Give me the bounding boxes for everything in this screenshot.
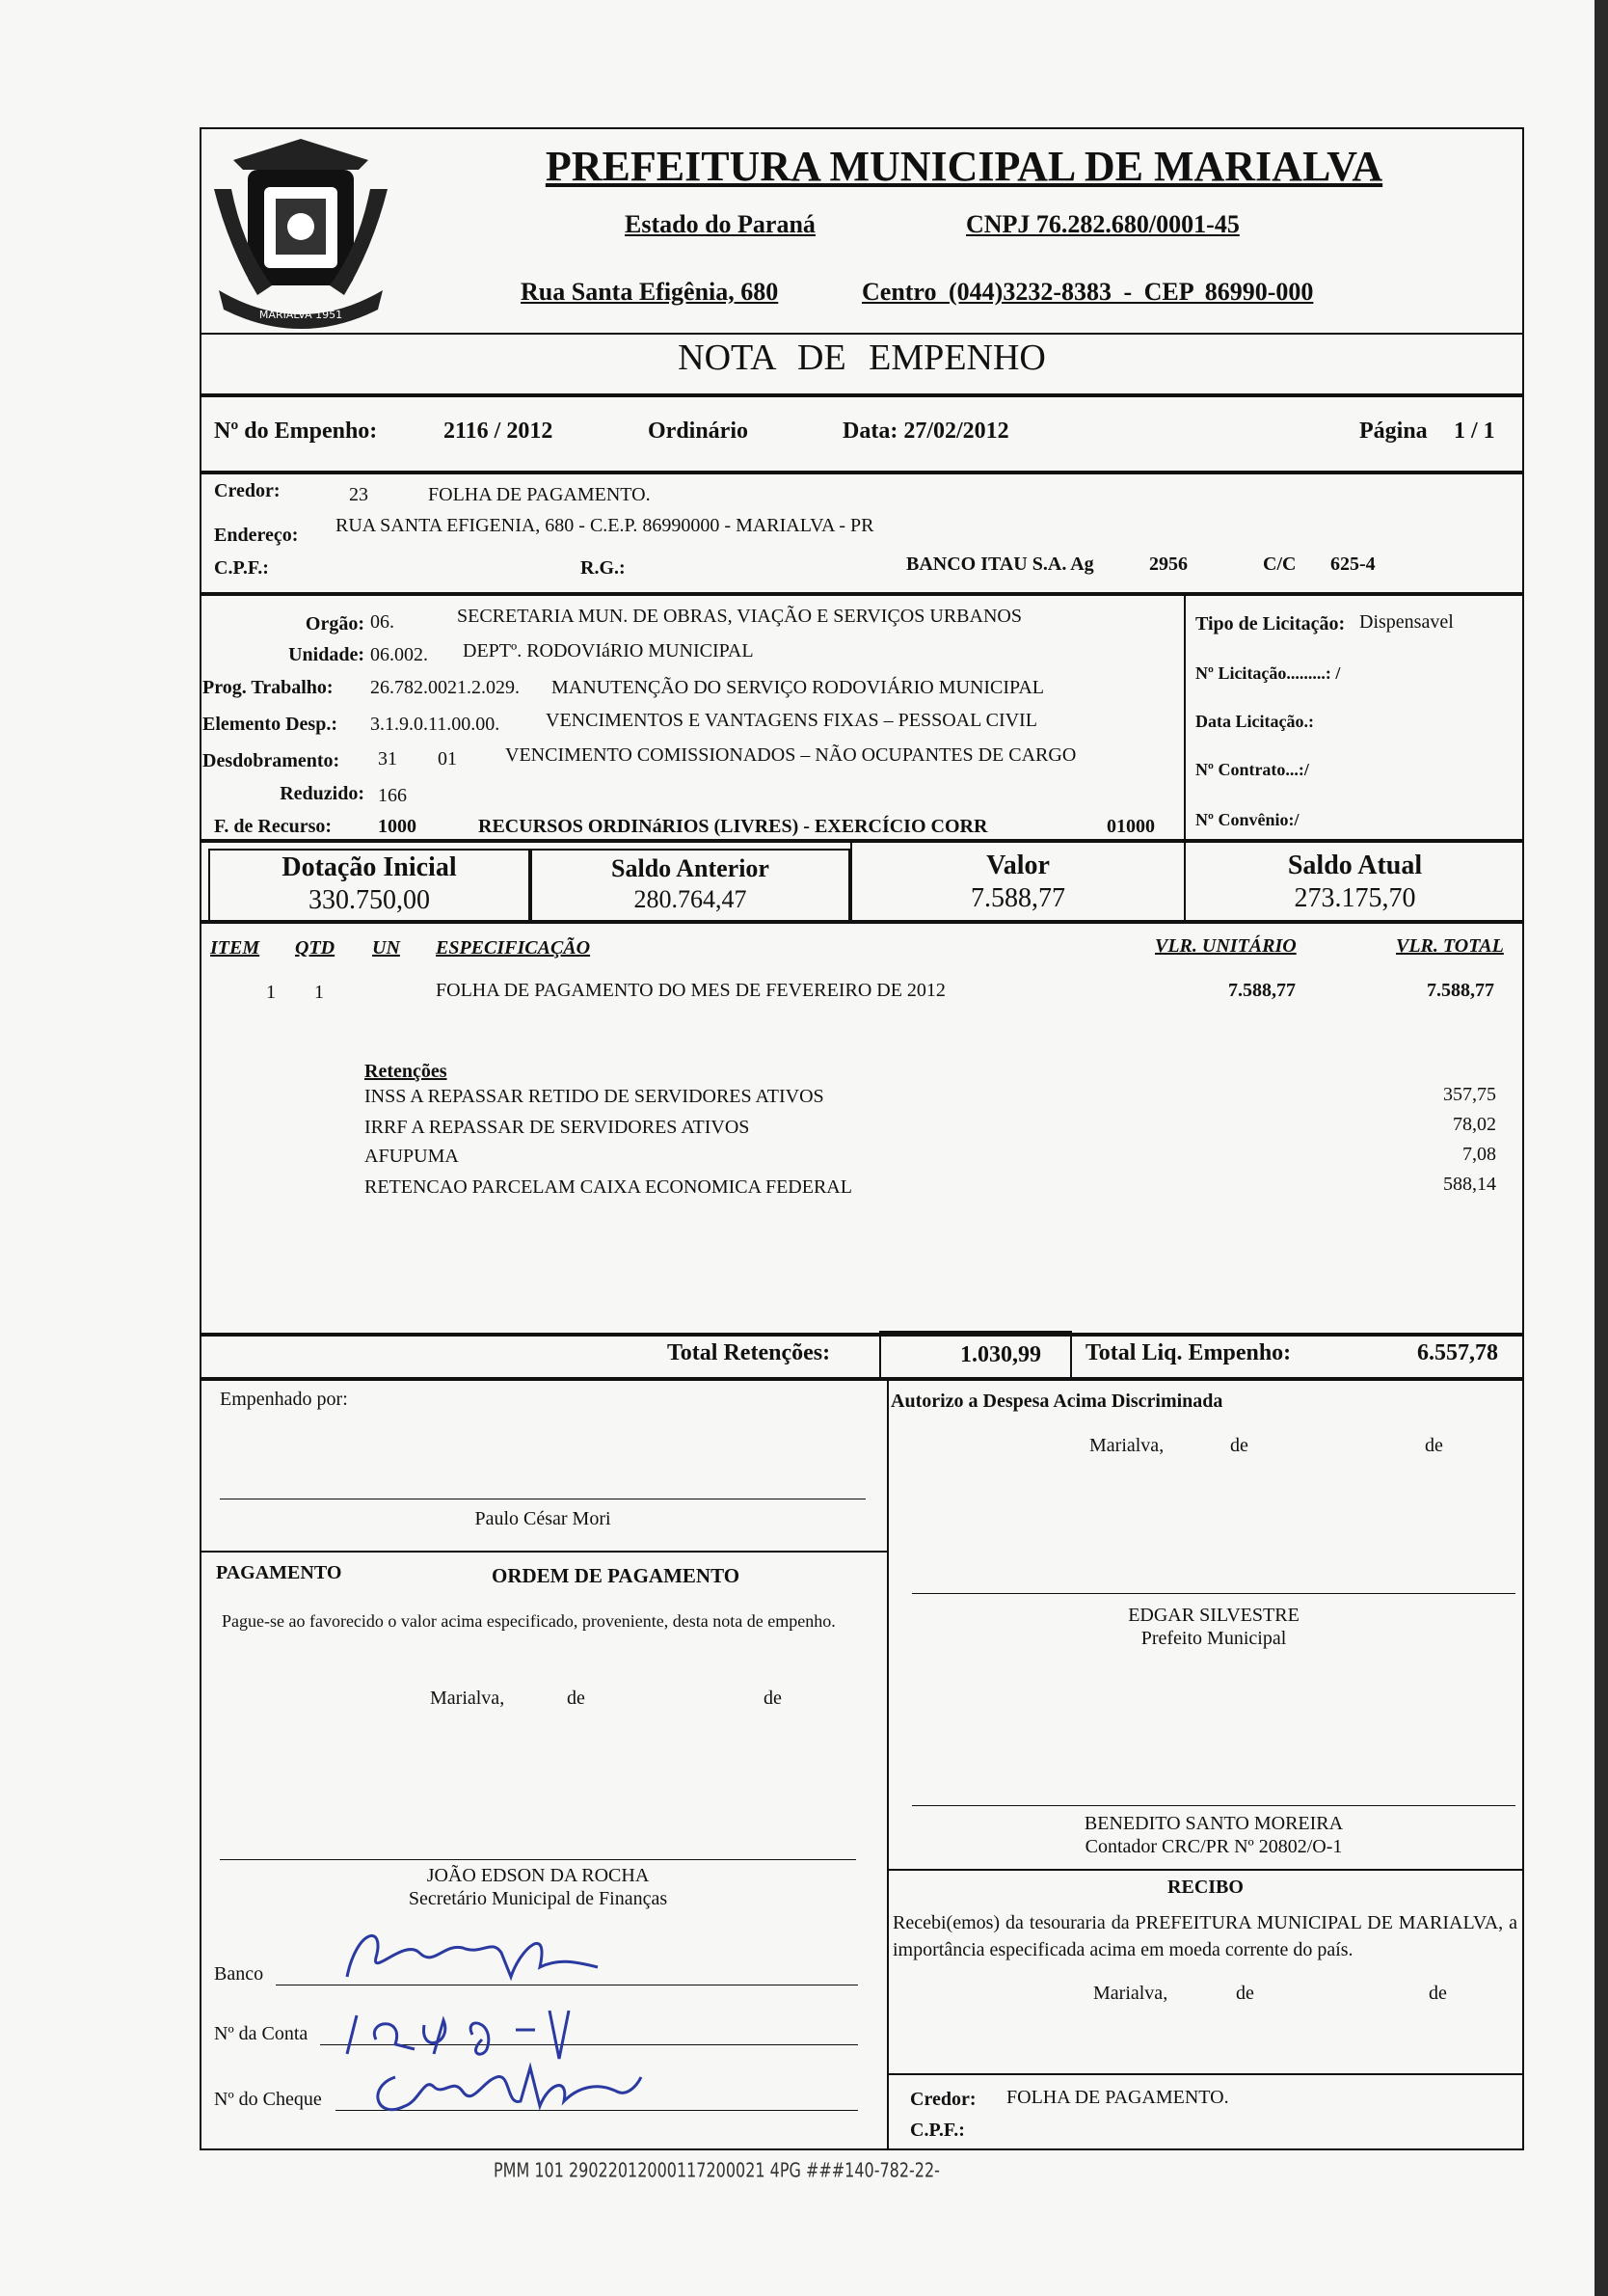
empenhado-name: Paulo César Mori	[474, 1508, 611, 1529]
recibo-text: Recebi(emos) da tesouraria da PREFEITURA MUNICIPAL DE MARIALVA, a importância especificada acima em moeda corrente do país.	[893, 1912, 1517, 1960]
empenhado-section-divider	[200, 1551, 887, 1553]
autorizo-label: Autorizo a Despesa Acima Discriminada	[891, 1391, 1223, 1412]
prog-code: 26.782.0021.2.029.	[370, 677, 520, 698]
credor-address: RUA SANTA EFIGENIA, 680 - C.E.P. 86990000 - MARIALVA - PR	[335, 515, 874, 536]
saldo-atual-value: 273.175,70	[1294, 883, 1416, 913]
retencao-1-desc: INSS A REPASSAR RETIDO DE SERVIDORES ATIVOS	[364, 1086, 824, 1107]
recibo-de-2: de	[1429, 1983, 1447, 2004]
recurso-number: 01000	[1107, 816, 1155, 837]
page-label: Página	[1359, 419, 1428, 444]
elemento-name: VENCIMENTOS E VANTAGENS FIXAS – PESSOAL CIVIL	[546, 710, 1037, 731]
cc-number: 625-4	[1330, 554, 1376, 575]
scan-page-edge	[1595, 0, 1608, 2296]
prog-label: Prog. Trabalho:	[202, 677, 334, 698]
handwritten-cheque-entry	[366, 2048, 646, 2125]
item-1-number: 1	[266, 982, 276, 1003]
cheque-label: Nº do Cheque	[214, 2089, 322, 2110]
desdobramento-sub: 01	[438, 748, 457, 770]
orgao-name: SECRETARIA MUN. DE OBRAS, VIAÇÃO E SERVIÇOS URBANOS	[457, 606, 1022, 627]
retencao-4-desc: RETENCAO PARCELAM CAIXA ECONOMICA FEDERAL	[364, 1176, 852, 1198]
data-licitacao: Data Licitação.:	[1195, 712, 1314, 731]
retencao-2-desc: IRRF A REPASSAR DE SERVIDORES ATIVOS	[364, 1117, 750, 1138]
col-header-un: UN	[372, 937, 400, 959]
tipo-licitacao-value: Dispensavel	[1359, 611, 1454, 633]
orgao-label: Orgão:	[305, 613, 364, 635]
recibo-credor-name: FOLHA DE PAGAMENTO.	[1006, 2087, 1229, 2108]
credor-label: Credor:	[214, 480, 281, 501]
pagamento-de-1: de	[567, 1688, 585, 1709]
recibo-city: Marialva,	[1093, 1983, 1168, 2004]
prefeitura-title: PREFEITURA MUNICIPAL DE MARIALVA	[545, 143, 1383, 190]
recibo-cpf-label: C.P.F.:	[910, 2120, 965, 2141]
totals-box	[200, 1335, 1524, 1379]
credor-code: 23	[349, 484, 368, 505]
orgao-code: 06.	[370, 611, 394, 633]
item-1-unit-value: 7.588,77	[1228, 980, 1296, 1001]
empenho-date: Data: 27/02/2012	[843, 419, 1009, 444]
elemento-code: 3.1.9.0.11.00.00.	[370, 714, 500, 735]
address-label: Endereço:	[214, 525, 299, 546]
pagamento-city: Marialva,	[430, 1688, 505, 1709]
pagamento-label: PAGAMENTO	[216, 1562, 342, 1583]
numero-licitacao: Nº Licitação.........: /	[1195, 663, 1341, 683]
contador-role: Contador CRC/PR Nº 20802/O-1	[1085, 1836, 1343, 1857]
item-1-qtd: 1	[314, 982, 324, 1003]
retencoes-title: Retenções	[364, 1061, 447, 1082]
state-name: Estado do Paraná	[625, 210, 816, 238]
svg-text:MARIALVA 1951: MARIALVA 1951	[258, 309, 343, 321]
reduzido-label: Reduzido:	[280, 783, 364, 804]
footer-code: PMM 101 29022012000117200021 4PG ###140-782-22-	[494, 2158, 940, 2182]
recibo-de-1: de	[1236, 1983, 1254, 2004]
cnpj: CNPJ 76.282.680/0001-45	[966, 210, 1240, 238]
conta-label: Nº da Conta	[214, 2023, 308, 2044]
bank-agency: 2956	[1149, 554, 1188, 575]
header-divider	[200, 333, 1524, 335]
retencao-3-value: 7,08	[1462, 1144, 1496, 1165]
saldo-anterior-value: 280.764,47	[633, 885, 747, 913]
prefeito-signature-line	[912, 1593, 1515, 1594]
recibo-credor-label: Credor:	[910, 2089, 977, 2110]
item-1-spec: FOLHA DE PAGAMENTO DO MES DE FEVEREIRO DE 2012	[436, 980, 946, 1001]
autorizo-de-2: de	[1425, 1435, 1443, 1456]
unidade-code: 06.002.	[370, 644, 428, 665]
valor-value: 7.588,77	[971, 883, 1065, 913]
desdobramento-name: VENCIMENTO COMISSIONADOS – NÃO OCUPANTES DE CARGO	[505, 744, 1077, 766]
credor-name: FOLHA DE PAGAMENTO.	[428, 484, 651, 505]
tipo-licitacao-label: Tipo de Licitação:	[1195, 613, 1346, 635]
dotacao-inicial-label: Dotação Inicial	[281, 852, 457, 882]
numero-contrato: Nº Contrato...:/	[1195, 760, 1309, 779]
signatures-divider	[887, 1379, 889, 2150]
saldo-atual-label: Saldo Atual	[1287, 851, 1423, 880]
desdobramento-label: Desdobramento:	[202, 750, 340, 771]
valor-label: Valor	[986, 851, 1050, 880]
unidade-name: DEPTº. RODOVIáRIO MUNICIPAL	[463, 640, 754, 662]
col-header-total-value: VLR. TOTAL	[1396, 935, 1504, 957]
banco-label: Banco	[214, 1963, 264, 1985]
cc-label: C/C	[1263, 554, 1297, 575]
document-title: NOTA DE EMPENHO	[678, 338, 1046, 378]
municipal-coat-of-arms-logo	[204, 131, 397, 336]
secretario-role: Secretário Municipal de Finanças	[408, 1888, 668, 1909]
desdobramento-code: 31	[378, 748, 397, 770]
pagamento-de-2: de	[764, 1688, 782, 1709]
col-header-unit-value: VLR. UNITÁRIO	[1155, 935, 1297, 957]
credor-recibo-divider	[887, 2073, 1524, 2075]
page-number: 1 / 1	[1454, 419, 1495, 444]
empenhado-label: Empenhado por:	[220, 1389, 348, 1410]
retencao-4-value: 588,14	[1443, 1174, 1496, 1195]
contador-signature-line	[912, 1805, 1515, 1806]
total-liquido-label: Total Liq. Empenho:	[1085, 1340, 1292, 1365]
ordem-pagamento-title: ORDEM DE PAGAMENTO	[492, 1564, 740, 1587]
empenho-number: 2116 / 2012	[443, 419, 553, 444]
district-phone-cep: Centro (044)3232-8383 - CEP 86990-000	[862, 278, 1314, 306]
prog-name: MANUTENÇÃO DO SERVIÇO RODOVIÁRIO MUNICIPAL	[551, 677, 1045, 698]
retencao-2-value: 78,02	[1453, 1114, 1496, 1135]
total-retencoes-label: Total Retenções:	[667, 1340, 831, 1365]
cpf-label: C.P.F.:	[214, 557, 269, 579]
autorizo-city: Marialva,	[1089, 1435, 1165, 1456]
recurso-name: RECURSOS ORDINáRIOS (LIVRES) - EXERCÍCIO CORR	[478, 816, 988, 837]
col-header-spec: ESPECIFICAÇÃO	[436, 937, 591, 959]
recibo-top-line	[887, 1869, 1524, 1871]
rg-label: R.G.:	[580, 557, 626, 579]
bank-name: BANCO ITAU S.A. Ag	[906, 554, 1094, 575]
col-header-item: ITEM	[210, 937, 260, 959]
retencao-3-desc: AFUPUMA	[364, 1146, 459, 1167]
recibo-title: RECIBO	[1167, 1877, 1244, 1898]
reduzido-value: 166	[378, 785, 407, 806]
total-liquido-value: 6.557,78	[1417, 1340, 1498, 1365]
contador-name: BENEDITO SANTO MOREIRA	[1084, 1813, 1344, 1834]
saldo-anterior-label: Saldo Anterior	[611, 854, 769, 882]
handwritten-bank-entry	[328, 1919, 617, 1996]
col-header-qtd: QTD	[295, 937, 335, 959]
prefeito-role: Prefeito Municipal	[1140, 1628, 1287, 1649]
secretario-name: JOÃO EDSON DA ROCHA	[426, 1865, 650, 1886]
prefeito-name: EDGAR SILVESTRE	[1128, 1605, 1300, 1626]
street-address: Rua Santa Efigênia, 680	[521, 278, 779, 306]
pague-se-text: Pague-se ao favorecido o valor acima especificado, proveniente, desta nota de empenho.	[222, 1611, 836, 1631]
numero-convenio: Nº Convênio:/	[1195, 810, 1300, 829]
empenho-label: Nº do Empenho:	[214, 419, 378, 444]
dotacao-inicial-value: 330.750,00	[308, 885, 430, 915]
secretario-signature-line	[220, 1859, 856, 1860]
total-retencoes-value: 1.030,99	[960, 1342, 1041, 1367]
elemento-label: Elemento Desp.:	[202, 714, 337, 735]
empenho-type: Ordinário	[648, 419, 749, 444]
retencao-1-value: 357,75	[1443, 1084, 1496, 1105]
recurso-code: 1000	[378, 816, 416, 837]
item-1-total-value: 7.588,77	[1427, 980, 1494, 1001]
unidade-label: Unidade:	[288, 644, 364, 665]
autorizo-de-1: de	[1230, 1435, 1248, 1456]
recurso-label: F. de Recurso:	[214, 816, 333, 837]
licitacao-divider	[1184, 594, 1186, 841]
